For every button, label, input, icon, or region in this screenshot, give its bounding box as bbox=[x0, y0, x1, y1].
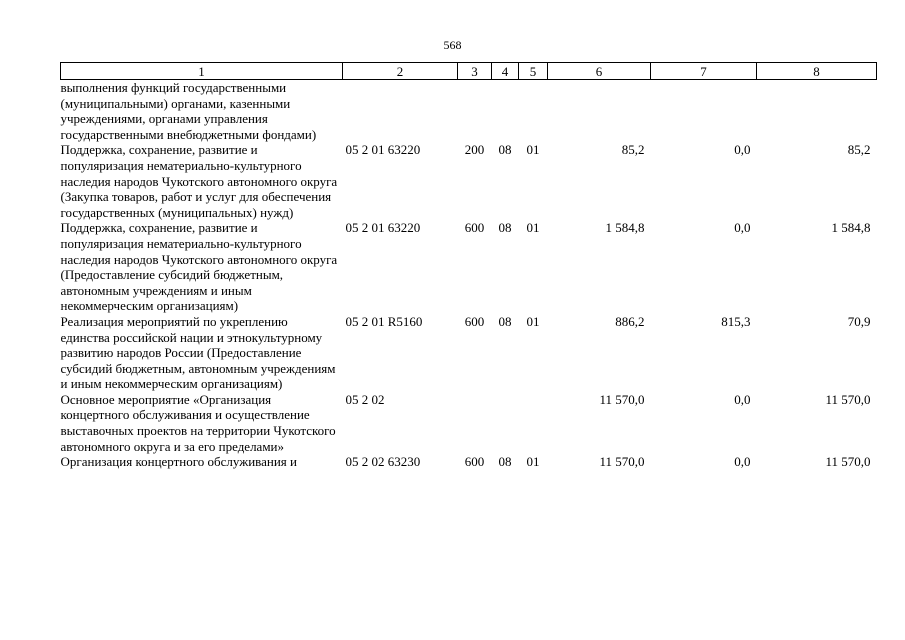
row-col-4: 08 bbox=[498, 142, 512, 158]
row-col-4: 08 bbox=[498, 454, 512, 470]
header-row bbox=[61, 63, 877, 80]
row-col-4: 08 bbox=[498, 313, 512, 329]
row-value-8: 11 570,0 bbox=[825, 454, 871, 470]
row-code: 05 2 02 63230 bbox=[345, 454, 421, 470]
row-col-4: 08 bbox=[498, 220, 512, 236]
row-code: 05 2 01 R5160 bbox=[345, 313, 423, 329]
table-body bbox=[61, 80, 877, 470]
row-col-3: 200 bbox=[464, 142, 485, 158]
table-row bbox=[61, 454, 877, 470]
row-value-6: 11 570,0 bbox=[599, 391, 645, 407]
table-row bbox=[61, 220, 877, 314]
row-value-8 bbox=[757, 80, 877, 143]
row-value-6: 85,2 bbox=[621, 142, 645, 158]
row-col-5: 01 bbox=[526, 142, 540, 158]
header-col-6: 6 bbox=[548, 63, 651, 80]
row-col-4 bbox=[492, 392, 519, 454]
row-code bbox=[343, 80, 458, 143]
header-col-7: 7 bbox=[651, 63, 757, 80]
table-header bbox=[61, 63, 877, 80]
row-value-7 bbox=[651, 80, 757, 143]
row-code: 05 2 02 bbox=[345, 391, 385, 407]
row-value-6: 11 570,0 bbox=[599, 454, 645, 470]
row-name: Основное мероприятие «Организация концертного обслуживания и осуществление выставочных проектов на территории Чукотского автономного округа и за его пределами» bbox=[60, 391, 336, 454]
row-col-5: 01 bbox=[526, 454, 540, 470]
row-col-3 bbox=[458, 392, 492, 454]
row-col-3 bbox=[458, 80, 492, 143]
row-col-5 bbox=[519, 80, 548, 143]
table-row bbox=[61, 142, 877, 220]
row-name: Поддержка, сохранение, развитие и популяризация нематериально-культурного наследия народов Чукотского автономного округа (Предоставление субсидий бюджетным, автономным учреждениям и иным некоммерческим организациям) bbox=[60, 220, 338, 314]
row-value-7: 0,0 bbox=[734, 220, 751, 236]
row-name: Поддержка, сохранение, развитие и популяризация нематериально-культурного наследия народов Чукотского автономного округа (Закупка товаров, работ и услуг для обеспечения государственных (муниципальных) нужд) bbox=[60, 142, 338, 220]
row-name: Организация концертного обслуживания и bbox=[60, 454, 297, 470]
header-col-4: 4 bbox=[492, 63, 519, 80]
row-col-5: 01 bbox=[526, 220, 540, 236]
header-col-1: 1 bbox=[61, 63, 343, 80]
table-row bbox=[61, 80, 877, 143]
row-value-8: 70,9 bbox=[847, 313, 871, 329]
row-value-6: 1 584,8 bbox=[605, 220, 645, 236]
row-code: 05 2 01 63220 bbox=[345, 142, 421, 158]
row-value-7: 815,3 bbox=[721, 313, 751, 329]
row-value-7: 0,0 bbox=[734, 454, 751, 470]
row-name: Реализация мероприятий по укреплению единства российской нации и этнокультурному развитию народов России (Предоставление субсидий бюджетным, автономным учреждениям и иным некоммерческим организациям) bbox=[60, 313, 336, 392]
row-value-7: 0,0 bbox=[734, 391, 751, 407]
row-value-8: 1 584,8 bbox=[831, 220, 871, 236]
row-col-3: 600 bbox=[464, 454, 485, 470]
row-col-3: 600 bbox=[464, 220, 485, 236]
header-col-3: 3 bbox=[458, 63, 492, 80]
table-row bbox=[61, 392, 877, 454]
row-value-8: 11 570,0 bbox=[825, 391, 871, 407]
row-col-4 bbox=[492, 80, 519, 143]
table-row bbox=[61, 314, 877, 392]
row-code: 05 2 01 63220 bbox=[345, 220, 421, 236]
row-col-3: 600 bbox=[464, 313, 485, 329]
header-col-5: 5 bbox=[519, 63, 548, 80]
row-name: выполнения функций государственными (муниципальными) органами, казенными учреждениями, органами управления государственными внебюджетными фондами) bbox=[60, 80, 317, 142]
header-col-2: 2 bbox=[343, 63, 458, 80]
page-number: 568 bbox=[443, 38, 462, 52]
row-value-7: 0,0 bbox=[734, 142, 751, 158]
row-col-5: 01 bbox=[526, 313, 540, 329]
row-value-8: 85,2 bbox=[847, 142, 871, 158]
row-value-6 bbox=[548, 80, 651, 143]
header-col-8: 8 bbox=[757, 63, 877, 80]
row-value-6: 886,2 bbox=[615, 313, 645, 329]
budget-table bbox=[60, 62, 877, 470]
row-col-5 bbox=[519, 392, 548, 454]
